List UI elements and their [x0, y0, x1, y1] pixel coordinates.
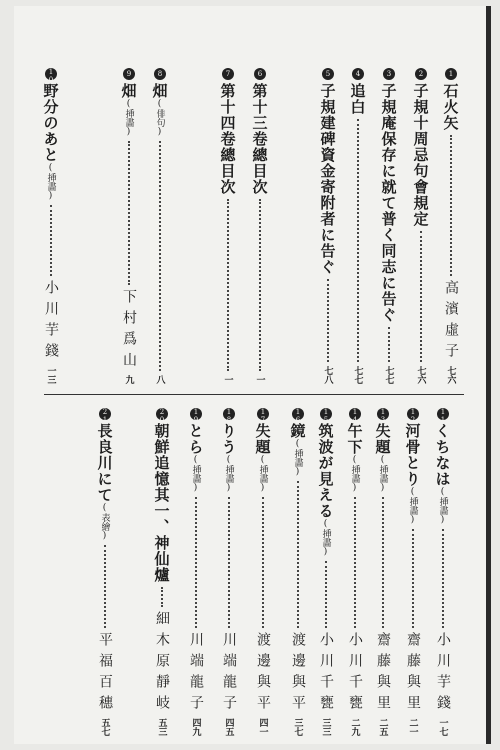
- entry-title-text: 午下: [345, 423, 364, 455]
- entry-title: [288, 423, 309, 477]
- entry-number-badge: 3: [385, 70, 393, 78]
- entry-title: 石火矢: [441, 83, 460, 131]
- dot-leader: [354, 497, 356, 628]
- entry-note: (挿畵): [377, 455, 388, 493]
- entry-author: 小川千甕: [318, 632, 334, 716]
- dot-leader: [259, 199, 261, 371]
- entry-title-text: 長良川にて: [95, 423, 114, 503]
- entry-page-number: 三七: [292, 718, 303, 736]
- toc-entry[interactable]: [440, 68, 462, 384]
- dot-leader: [357, 119, 359, 362]
- entry-title-text: 野分のあと: [41, 83, 60, 163]
- entry-title-text: 畑: [119, 83, 138, 99]
- toc-entry[interactable]: [185, 408, 207, 736]
- entry-title: 子規十周忌句會規定: [411, 83, 430, 227]
- entry-note: (表繪): [99, 503, 110, 541]
- entry-number-badge: 10: [47, 68, 55, 84]
- entry-page-number: 二一: [407, 718, 418, 736]
- entry-author: 高濱虛子: [443, 280, 459, 364]
- toc-entry[interactable]: [410, 68, 432, 384]
- entry-page-number: 七七: [383, 366, 394, 384]
- toc-entry[interactable]: [94, 408, 116, 736]
- entry-note: (挿畵): [407, 487, 418, 525]
- entry-number-badge: 5: [324, 70, 332, 78]
- entry-title: 追白: [348, 83, 367, 115]
- entry-author: 川端龍子: [188, 632, 204, 716]
- entry-title: [95, 423, 116, 541]
- dot-leader: [325, 561, 327, 628]
- entry-note: (挿畵): [437, 487, 448, 525]
- entry-page-number: 二五: [377, 718, 388, 736]
- entry-note: (俳句): [154, 99, 165, 137]
- entry-title: [345, 423, 366, 493]
- entry-title: [316, 423, 337, 557]
- toc-entry[interactable]: [249, 68, 271, 384]
- dot-leader: [442, 529, 444, 628]
- dot-leader: [161, 587, 163, 607]
- entry-number-badge: 7: [224, 70, 232, 78]
- section-divider: [44, 394, 464, 395]
- entry-number-badge: 18: [225, 408, 233, 424]
- entry-author: 平福百穗: [97, 632, 113, 716]
- entry-number-badge: 15: [322, 408, 330, 424]
- entry-title: [150, 83, 171, 137]
- toc-entry[interactable]: [315, 408, 337, 736]
- entry-page-number: 七六: [415, 366, 426, 384]
- entry-title: 子規建碑資金寄附者に告ぐ: [318, 83, 337, 275]
- entry-number-badge: 6: [256, 70, 264, 78]
- entry-number-badge: 13: [379, 408, 387, 424]
- entry-title-text: 畑: [150, 83, 169, 99]
- toc-entry[interactable]: [218, 408, 240, 736]
- entry-author: 小川芋錢: [43, 280, 59, 364]
- entry-note: (挿畵): [45, 163, 56, 201]
- entry-page-number: 四一: [257, 718, 268, 736]
- toc-entry[interactable]: [317, 68, 339, 384]
- entry-number-badge: 2: [417, 70, 425, 78]
- entry-page-number: 七七: [352, 366, 363, 384]
- entry-author: 齋藤與里: [375, 632, 391, 716]
- entry-title-text: 鏡: [288, 423, 307, 439]
- dot-leader: [388, 327, 390, 362]
- dot-leader: [450, 135, 452, 276]
- entry-title: 第十三卷總目次: [250, 83, 269, 195]
- entry-author: 小川千甕: [347, 632, 363, 716]
- entry-page-number: 四五: [223, 718, 234, 736]
- entry-title: 第十四卷總目次: [218, 83, 237, 195]
- entry-note: (挿畵): [190, 455, 201, 493]
- toc-entry[interactable]: [40, 68, 62, 384]
- entry-title-text: 筑波が見える: [316, 423, 335, 519]
- toc-entry[interactable]: [217, 68, 239, 384]
- dot-leader: [412, 529, 414, 628]
- dot-leader: [104, 545, 106, 628]
- toc-entry[interactable]: [372, 408, 394, 736]
- entry-title: [433, 423, 454, 525]
- dot-leader: [159, 141, 161, 371]
- dot-leader: [382, 497, 384, 628]
- entry-author: 小川芋錢: [435, 632, 451, 716]
- entry-page-number: 一: [222, 375, 233, 384]
- entry-title: [253, 423, 274, 493]
- dot-leader: [420, 231, 422, 362]
- dot-leader: [327, 279, 329, 362]
- entry-title-text: とら: [186, 423, 205, 455]
- entry-author: 下村爲山: [121, 289, 137, 373]
- entry-title: 朝鮮追憶其一、神仙爐: [152, 423, 171, 583]
- toc-entry[interactable]: [378, 68, 400, 384]
- entry-number-badge: 17: [259, 408, 267, 424]
- entry-number-badge: 11: [439, 408, 447, 424]
- toc-entry[interactable]: [151, 408, 173, 736]
- entry-author: 細木原靜岐: [154, 611, 170, 716]
- entry-note: (挿畵): [223, 455, 234, 493]
- entry-page-number: 八: [154, 375, 165, 384]
- entry-number-badge: 21: [101, 408, 109, 424]
- entry-page-number: 一七: [437, 718, 448, 736]
- entry-title-text: 失題: [373, 423, 392, 455]
- entry-number-badge: 1: [447, 70, 455, 78]
- entry-title-text: 河骨とり: [403, 423, 422, 487]
- entry-author: 渡邊與平: [255, 632, 271, 716]
- entry-page-number: 七六: [445, 366, 456, 384]
- entry-note: (挿畵): [320, 519, 331, 557]
- entry-page-number: 九: [123, 375, 134, 384]
- toc-entry[interactable]: [287, 408, 309, 736]
- entry-title: [119, 83, 140, 137]
- entry-number-badge: 9: [125, 70, 133, 78]
- dot-leader: [50, 205, 52, 276]
- entry-number-badge: 14: [351, 408, 359, 424]
- dot-leader: [297, 481, 299, 628]
- entry-title: [41, 83, 62, 201]
- entry-title: [219, 423, 240, 493]
- dot-leader: [262, 497, 264, 628]
- toc-entry[interactable]: [344, 408, 366, 736]
- toc-entry[interactable]: [347, 68, 369, 384]
- dot-leader: [227, 199, 229, 371]
- entry-title-text: くちなは: [433, 423, 452, 487]
- dot-leader: [195, 497, 197, 628]
- entry-number-badge: 19: [192, 408, 200, 424]
- entry-page-number: 四九: [190, 718, 201, 736]
- entry-page-number: 三三: [320, 718, 331, 736]
- entry-author: 渡邊與平: [290, 632, 306, 716]
- toc-page: [14, 6, 491, 744]
- entry-number-badge: 16: [294, 408, 302, 424]
- entry-number-badge: 20: [158, 408, 166, 424]
- entry-note: (挿畵): [349, 455, 360, 493]
- entry-page-number: 一三: [45, 366, 56, 384]
- entry-number-badge: 12: [409, 408, 417, 424]
- entry-title: [373, 423, 394, 493]
- entry-page-number: 一: [254, 375, 265, 384]
- entry-title: [186, 423, 207, 493]
- dot-leader: [228, 497, 230, 628]
- entry-author: 川端龍子: [221, 632, 237, 716]
- toc-entry[interactable]: [118, 68, 140, 384]
- toc-entry[interactable]: [149, 68, 171, 384]
- entry-title: [403, 423, 424, 525]
- entry-note: (挿畵): [123, 99, 134, 137]
- entry-title-text: 失題: [253, 423, 272, 455]
- entry-page-number: 五七: [99, 718, 110, 736]
- entry-title-text: りう: [219, 423, 238, 455]
- dot-leader: [128, 141, 130, 285]
- entry-author: 齋藤與里: [405, 632, 421, 716]
- entry-note: (挿畵): [292, 439, 303, 477]
- entry-page-number: 二九: [349, 718, 360, 736]
- entry-note: (挿畵): [257, 455, 268, 493]
- toc-entry[interactable]: [432, 408, 454, 736]
- toc-entry[interactable]: [402, 408, 424, 736]
- toc-entry[interactable]: [252, 408, 274, 736]
- entry-page-number: 七八: [322, 366, 333, 384]
- entry-number-badge: 4: [354, 70, 362, 78]
- entry-number-badge: 8: [156, 70, 164, 78]
- entry-title: 子規庵保存に就て普く同志に告ぐ: [379, 83, 398, 323]
- entry-page-number: 五三: [156, 718, 167, 736]
